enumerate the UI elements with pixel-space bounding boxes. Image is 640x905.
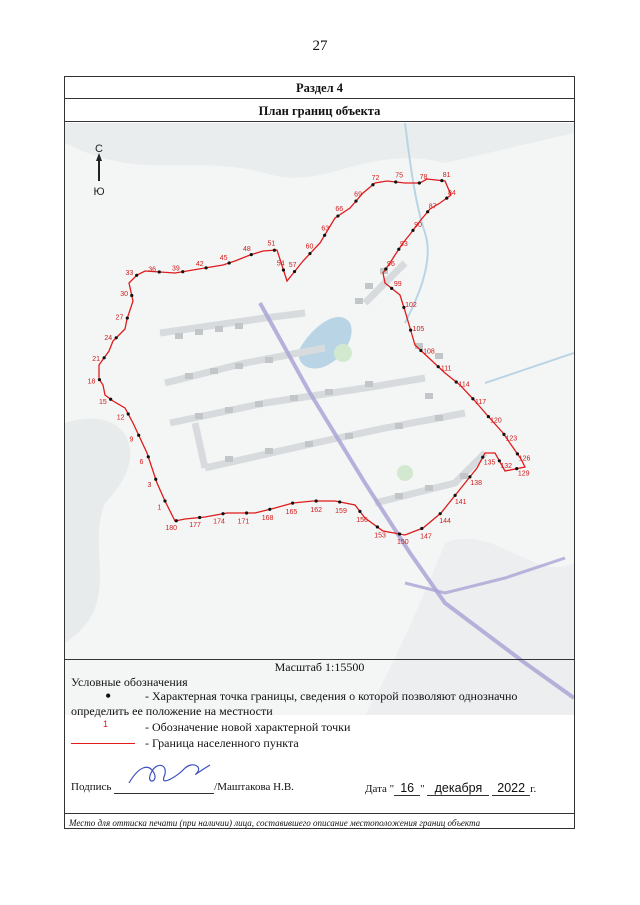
boundary-point bbox=[158, 270, 161, 273]
footer-divider bbox=[65, 813, 574, 814]
boundary-point bbox=[440, 179, 443, 182]
point-label: 90 bbox=[414, 222, 422, 230]
legend-point-desc: - Характерная точка границы, сведения о которой позволяют однозначно bbox=[145, 689, 518, 703]
point-label: 129 bbox=[517, 470, 530, 478]
boundary-point bbox=[354, 199, 357, 202]
point-label: 144 bbox=[439, 517, 451, 525]
boundary-point bbox=[394, 180, 397, 183]
legend-title: Условные обозначения bbox=[71, 675, 188, 689]
boundary-point bbox=[163, 499, 166, 502]
boundary-point bbox=[291, 502, 294, 505]
signature-scribble bbox=[124, 761, 214, 787]
point-label: 171 bbox=[237, 518, 250, 526]
boundary-point bbox=[268, 508, 271, 511]
point-label: 174 bbox=[213, 518, 225, 526]
boundary-point bbox=[468, 475, 471, 478]
date-year: 2022 bbox=[492, 781, 530, 796]
point-label: 81 bbox=[442, 172, 451, 180]
boundary-point bbox=[273, 249, 276, 252]
boundary-point bbox=[315, 499, 318, 502]
boundary-point bbox=[175, 519, 178, 522]
point-label: 12 bbox=[116, 414, 125, 422]
point-label: 66 bbox=[335, 206, 344, 214]
signature-name: /Маштакова Н.В. bbox=[214, 781, 294, 793]
point-label: 105 bbox=[412, 326, 425, 334]
point-label: 78 bbox=[419, 174, 428, 182]
point-label: 45 bbox=[219, 255, 228, 263]
point-label: 15 bbox=[98, 399, 107, 407]
boundary-point bbox=[98, 378, 101, 381]
point-label: 27 bbox=[115, 314, 124, 322]
boundary-point bbox=[323, 234, 326, 237]
point-label: 51 bbox=[267, 240, 276, 248]
point-label: 18 bbox=[87, 378, 96, 386]
section-title: Раздел 4 bbox=[65, 77, 574, 99]
boundary-point bbox=[181, 270, 184, 273]
point-label: 57 bbox=[288, 261, 297, 269]
point-label: 102 bbox=[405, 301, 417, 309]
point-label: 111 bbox=[440, 365, 452, 373]
boundary-point bbox=[420, 527, 423, 530]
boundary-point bbox=[109, 398, 112, 401]
signature-row bbox=[71, 781, 294, 794]
compass-south: Ю bbox=[93, 186, 105, 198]
boundary-point bbox=[439, 512, 442, 515]
point-label: 96 bbox=[387, 260, 395, 268]
point-label: 126 bbox=[518, 455, 531, 463]
point-label: 69 bbox=[354, 191, 362, 199]
compass-north: С bbox=[95, 143, 103, 155]
point-label: 138 bbox=[470, 479, 482, 487]
boundary-point bbox=[398, 532, 401, 535]
point-label: 180 bbox=[165, 524, 178, 532]
plan-title: План границ объекта bbox=[65, 100, 574, 122]
point-label: 48 bbox=[243, 245, 251, 253]
boundary-point bbox=[115, 336, 118, 339]
date-day: 16 bbox=[394, 781, 420, 796]
point-label: 117 bbox=[474, 398, 487, 406]
boundary-point bbox=[135, 274, 138, 277]
point-label: 93 bbox=[399, 241, 408, 249]
map-scale: Масштаб 1:15500 bbox=[274, 660, 365, 674]
point-label: 150 bbox=[397, 539, 409, 547]
point-label: 114 bbox=[458, 381, 470, 389]
date-quote: " bbox=[420, 783, 425, 795]
divider bbox=[65, 659, 574, 660]
point-label: 36 bbox=[148, 266, 157, 274]
boundary-point bbox=[358, 510, 361, 513]
point-label: 33 bbox=[125, 270, 134, 278]
boundary-point bbox=[198, 516, 201, 519]
point-label: 123 bbox=[505, 435, 518, 443]
boundary-point bbox=[419, 349, 422, 352]
boundary-point bbox=[481, 456, 484, 459]
signature-line bbox=[114, 781, 214, 794]
boundary-point bbox=[103, 356, 106, 359]
footer-note: Место для оттиска печати (при наличии) лица, составившего описание местоположения границ объекта bbox=[69, 818, 481, 828]
boundary-point bbox=[336, 214, 339, 217]
legend-point-desc-2: определить ее положение на местности bbox=[71, 704, 273, 718]
boundary-point bbox=[418, 181, 421, 184]
point-label: 3 bbox=[147, 482, 152, 490]
boundary-point bbox=[293, 270, 296, 273]
boundary-point bbox=[245, 511, 248, 514]
point-label: 141 bbox=[454, 499, 467, 507]
point-label: 108 bbox=[423, 348, 435, 356]
boundary-point bbox=[426, 210, 429, 213]
legend-new-point-desc: - Обозначение новой характерной точки bbox=[145, 720, 351, 734]
boundary-point bbox=[338, 500, 341, 503]
date-label: Дата " bbox=[365, 783, 395, 795]
point-label: 1 bbox=[157, 504, 162, 512]
point-label: 156 bbox=[356, 517, 368, 525]
point-label: 132 bbox=[500, 462, 513, 470]
boundary-point bbox=[126, 316, 129, 319]
point-label: 177 bbox=[189, 522, 201, 530]
point-label: 165 bbox=[285, 509, 298, 517]
boundary-point bbox=[390, 287, 393, 290]
point-label: 42 bbox=[195, 260, 204, 268]
legend-boundary-desc: - Граница населенного пункта bbox=[145, 736, 299, 750]
legend-new-point-symbol: 1 bbox=[103, 719, 109, 729]
date-month: декабря bbox=[427, 781, 489, 796]
point-label: 84 bbox=[448, 189, 456, 197]
point-label: 75 bbox=[395, 172, 404, 180]
boundary-point bbox=[397, 248, 400, 251]
boundary-point bbox=[250, 253, 253, 256]
plan-frame bbox=[64, 76, 575, 829]
point-label: 54 bbox=[276, 260, 285, 268]
boundary-point bbox=[228, 261, 231, 264]
boundary-point bbox=[130, 294, 133, 297]
date-row bbox=[365, 781, 536, 796]
boundary-point bbox=[376, 525, 379, 528]
point-label: 159 bbox=[335, 507, 347, 515]
point-label: 60 bbox=[305, 243, 314, 251]
map-canvas bbox=[65, 123, 574, 715]
point-label: 162 bbox=[310, 506, 323, 514]
boundary-point bbox=[411, 229, 414, 232]
point-label: 39 bbox=[172, 265, 180, 273]
point-label: 99 bbox=[393, 281, 402, 289]
legend-boundary-line bbox=[71, 743, 135, 744]
point-label: 9 bbox=[129, 436, 134, 444]
boundary-point bbox=[308, 252, 311, 255]
boundary-point bbox=[454, 494, 457, 497]
boundary-point bbox=[221, 512, 224, 515]
point-label: 153 bbox=[374, 532, 386, 540]
point-label: 30 bbox=[120, 291, 129, 299]
boundary-point bbox=[147, 455, 150, 458]
green-area bbox=[334, 344, 352, 362]
point-label: 24 bbox=[104, 335, 113, 343]
boundary-point bbox=[137, 434, 140, 437]
point-label: 168 bbox=[261, 514, 274, 522]
date-year-suffix: г. bbox=[530, 783, 537, 795]
boundary-map bbox=[65, 123, 574, 715]
point-label: 120 bbox=[490, 417, 502, 425]
boundary-point bbox=[282, 268, 285, 271]
point-label: 72 bbox=[371, 175, 380, 183]
point-label: 147 bbox=[420, 533, 432, 541]
point-label: 87 bbox=[428, 203, 437, 211]
boundary-point bbox=[127, 412, 130, 415]
point-label: 21 bbox=[92, 355, 101, 363]
legend-point-symbol: • bbox=[105, 686, 112, 706]
point-label: 135 bbox=[483, 459, 496, 467]
boundary-point bbox=[455, 380, 458, 383]
point-label: 6 bbox=[139, 459, 144, 467]
page-number: 27 bbox=[312, 38, 328, 54]
point-label: 63 bbox=[321, 225, 330, 233]
boundary-point bbox=[204, 266, 207, 269]
boundary-point bbox=[371, 183, 374, 186]
signature-label: Подпись bbox=[71, 781, 112, 793]
boundary-point bbox=[437, 365, 440, 368]
boundary-point bbox=[154, 478, 157, 481]
green-area bbox=[397, 465, 413, 481]
